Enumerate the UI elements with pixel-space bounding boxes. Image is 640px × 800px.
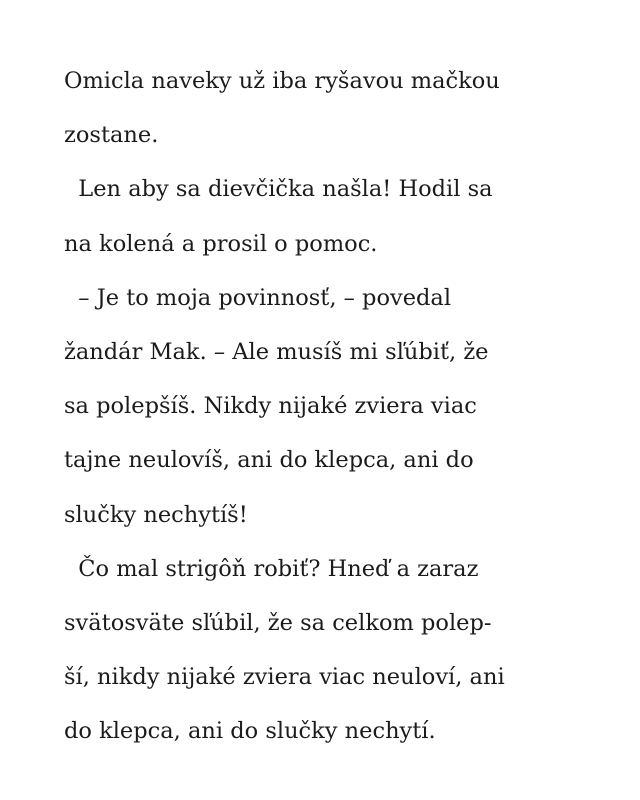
text-line: Omicla naveky už iba ryšavou mačkou <box>64 68 500 94</box>
text-line: – Je to moja povinnosť, – povedal <box>64 284 452 311</box>
text-line: zostane. <box>64 122 159 149</box>
text-line: Čo mal strigôň robiť? Hneď a zaraz <box>64 555 479 582</box>
text-line: do klepca, ani do slučky nechytí. <box>64 718 436 745</box>
text-line: sa polepšíš. Nikdy nijaké zviera viac <box>64 393 477 420</box>
text-line: žandár Mak. – Ale musíš mi sľúbiť, že <box>64 338 489 365</box>
text-line: tajne neulovíš, ani do klepca, ani do <box>64 447 474 474</box>
text-line: ší, nikdy nijaké zviera viac neuloví, ani <box>64 664 505 691</box>
text-line: svätosväte sľúbil, že sa celkom polep- <box>64 609 492 636</box>
text-line: slučky nechytíš! <box>64 501 248 528</box>
text-line: na kolená a prosil o pomoc. <box>64 230 378 257</box>
book-page-text <box>64 54 604 758</box>
text-line: Len aby sa dievčička našla! Hodil sa <box>64 176 493 203</box>
